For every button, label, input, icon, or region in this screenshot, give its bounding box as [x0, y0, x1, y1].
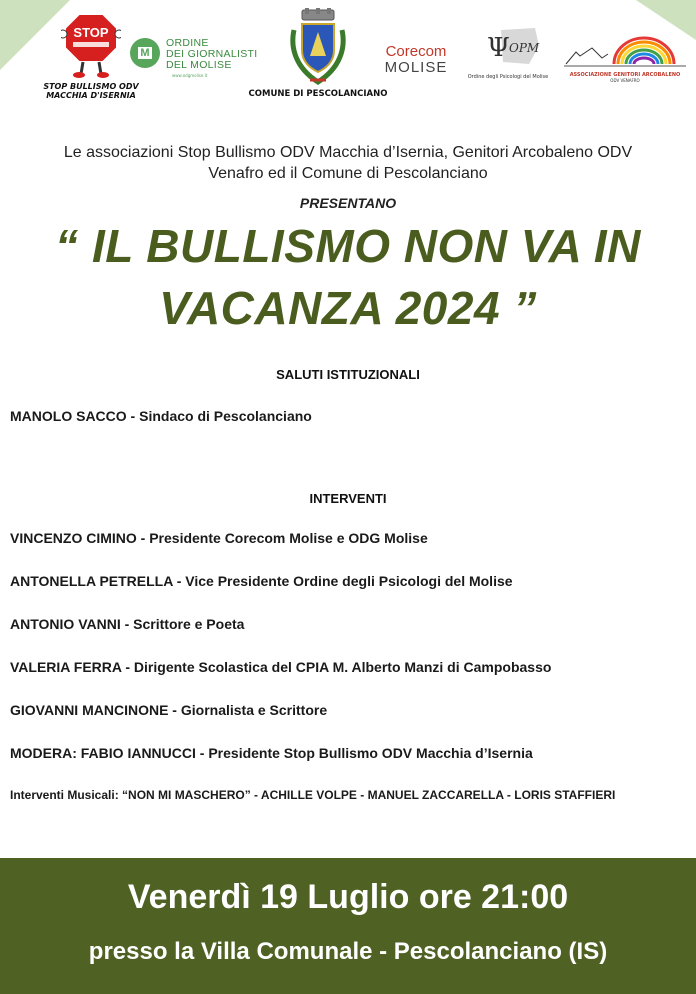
- event-location: presso la Villa Comunale - Pescolanciano (IS): [88, 938, 608, 965]
- genitori-logo: [562, 34, 688, 83]
- event-title-line2: VACANZA 2024 ”: [159, 282, 537, 334]
- giornalisti-line2: DEI GIORNALISTI: [166, 48, 258, 60]
- speaker-name: VINCENZO CIMINO: [10, 530, 137, 546]
- speaker-name: GIOVANNI MANCINONE: [10, 702, 169, 718]
- speaker-role: - Sindaco di Pescolanciano: [126, 408, 312, 424]
- interventi-heading: INTERVENTI: [309, 491, 387, 506]
- psicologi-mark-icon: [473, 26, 543, 70]
- giornalisti-url: www.odgmolise.it: [172, 73, 208, 78]
- speaker-role: - Presidente Stop Bullismo ODV Macchia d’Isernia: [195, 745, 533, 761]
- speaker-name: MANOLO SACCO: [10, 408, 127, 424]
- comune-crest-icon: [286, 8, 350, 86]
- corecom-line1: Corecom: [385, 43, 447, 60]
- genitori-rainbow-icon: [562, 34, 688, 74]
- interventi-speaker: [10, 702, 690, 718]
- intro-line2: Venafro ed il Comune di Pescolanciano: [208, 165, 488, 182]
- event-title: [0, 215, 696, 339]
- speaker-name: ANTONELLA PETRELLA: [10, 573, 173, 589]
- speaker-role: - Giornalista e Scrittore: [168, 702, 328, 718]
- psicologi-caption: Ordine degli Psicologi del Molise: [467, 74, 549, 80]
- stop-caption-line2: MACCHIA D'ISERNIA: [46, 91, 136, 100]
- svg-text:Ψ: Ψ: [487, 33, 510, 63]
- moderator-line: [10, 745, 690, 761]
- interventi-speaker: [10, 616, 690, 632]
- musical-interventions: Interventi Musicali: “NON MI MASCHERO” - ACHILLE VOLPE - MANUEL ZACCARELLA - LORIS STAFFIERI: [10, 788, 616, 802]
- interventi-speaker: [10, 530, 690, 546]
- stop-caption-line1: STOP BULLISMO ODV: [43, 82, 139, 91]
- intro-line1: Le associazioni Stop Bullismo ODV Macchia d’Isernia, Genitori Arcobaleno ODV: [63, 144, 633, 161]
- corecom-logo: [376, 44, 456, 76]
- giornalisti-mark-icon: [130, 38, 160, 68]
- stop-mascot-icon: [61, 12, 121, 78]
- comune-logo: [248, 8, 388, 99]
- speaker-name: VALERIA FERRA: [10, 659, 122, 675]
- speaker-name: MODERA: FABIO IANNUCCI: [10, 745, 196, 761]
- psicologi-mark-text: OPM: [509, 41, 540, 55]
- event-title-line1: “ IL BULLISMO NON VA IN: [55, 220, 641, 272]
- saluti-heading: SALUTI ISTITUZIONALI: [276, 367, 420, 382]
- stop-badge-text: STOP: [73, 25, 109, 40]
- genitori-line2: ODV VENAFRO: [610, 78, 640, 83]
- intro-text: [0, 142, 696, 184]
- psicologi-logo: [462, 26, 554, 80]
- saluti-speaker: [10, 408, 690, 424]
- event-date: Venerdì 19 Luglio ore 21:00: [127, 878, 569, 916]
- speaker-role: - Presidente Corecom Molise e ODG Molise: [136, 530, 428, 546]
- comune-caption: COMUNE DI PESCOLANCIANO: [248, 89, 388, 99]
- interventi-speaker: [10, 573, 690, 589]
- giornalisti-mark-letter: M: [140, 47, 150, 59]
- giornalisti-line3: DEL MOLISE: [166, 59, 232, 71]
- giornalisti-line1: ORDINE: [166, 37, 209, 49]
- corecom-line2: MOLISE: [384, 59, 448, 76]
- speaker-role: - Scrittore e Poeta: [120, 616, 245, 632]
- logo-bar: [0, 8, 696, 108]
- speaker-name: ANTONIO VANNI: [10, 616, 121, 632]
- speaker-role: - Vice Presidente Ordine degli Psicologi del Molise: [172, 573, 513, 589]
- speaker-role: - Dirigente Scolastica del CPIA M. Alberto Manzi di Campobasso: [121, 659, 552, 675]
- interventi-speaker: [10, 659, 690, 675]
- genitori-line1: ASSOCIAZIONE GENITORI ARCOBALENO: [569, 72, 681, 78]
- presentano-label: PRESENTANO: [299, 195, 397, 211]
